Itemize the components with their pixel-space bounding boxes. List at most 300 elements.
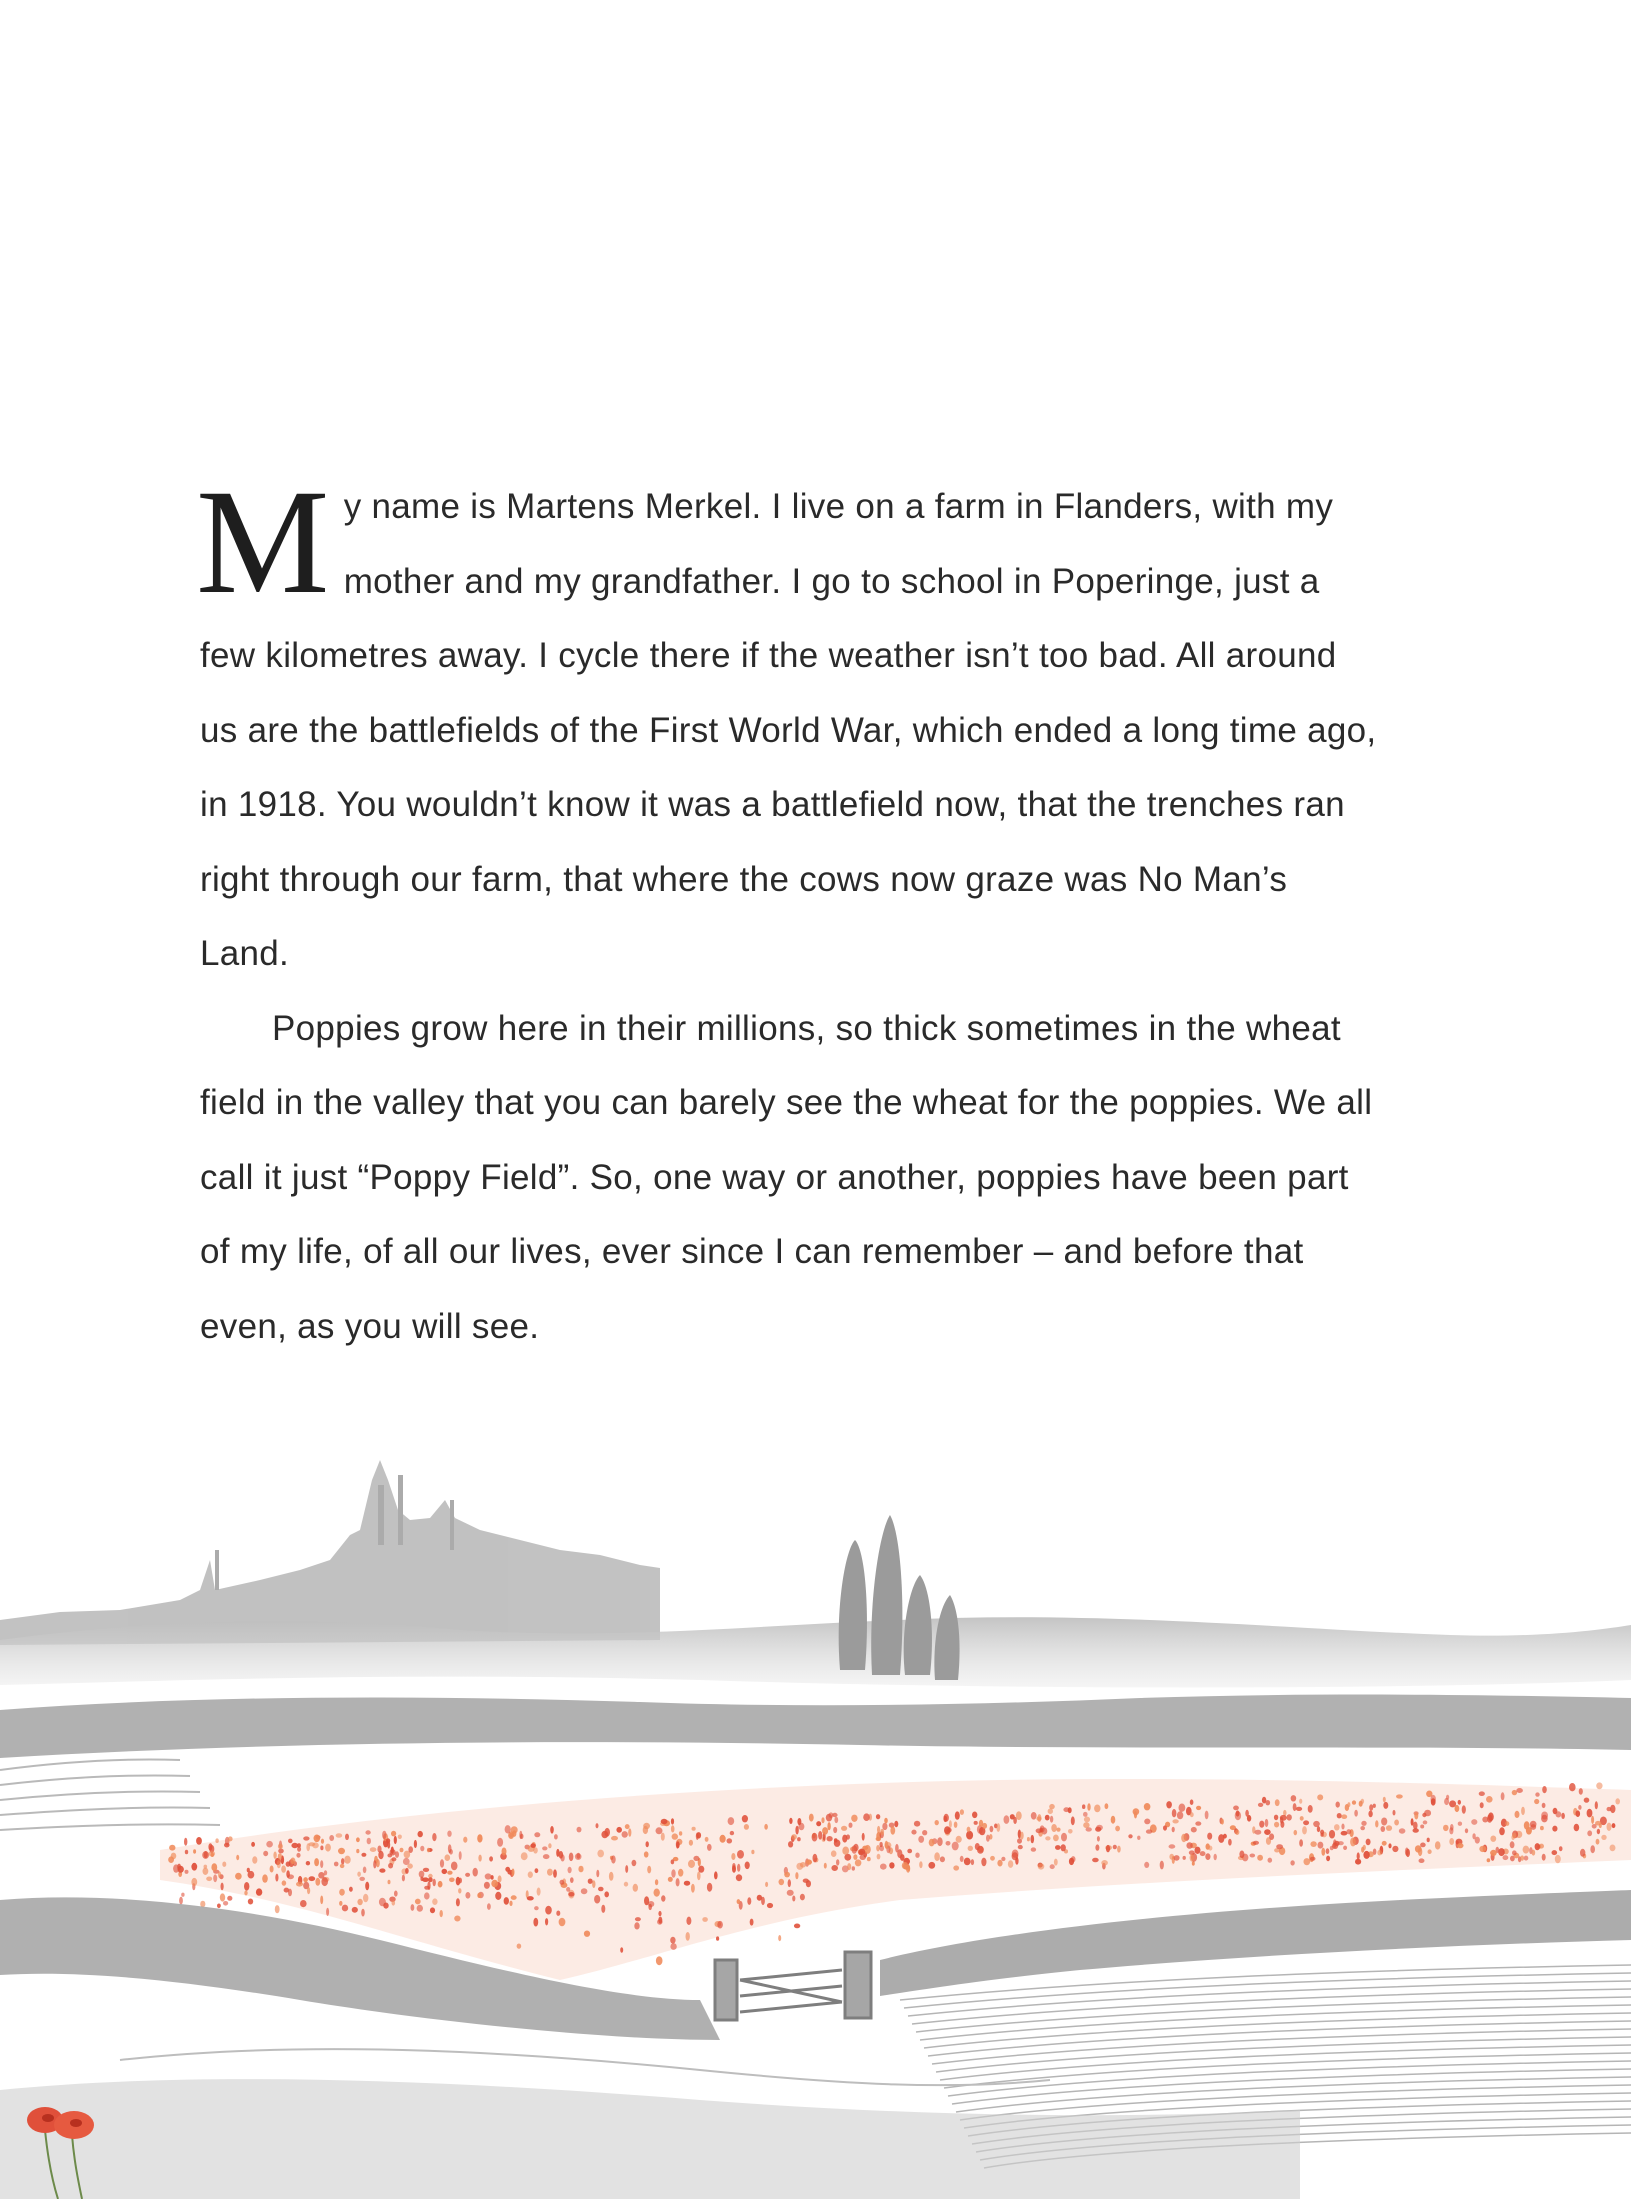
poppy-dot	[1462, 1805, 1466, 1814]
poppy-dot	[1329, 1830, 1335, 1839]
poppy-dot	[707, 1844, 712, 1851]
poppy-dot	[1137, 1836, 1140, 1840]
poppy-dot	[1320, 1833, 1323, 1837]
poppy-dot	[169, 1845, 175, 1851]
poppy-dot	[458, 1888, 461, 1893]
poppy-dot	[798, 1823, 804, 1830]
poppy-dot	[1444, 1798, 1449, 1805]
poppy-dot	[1419, 1858, 1425, 1863]
poppy-dot	[477, 1893, 481, 1898]
poppy-dot	[428, 1877, 432, 1882]
poppy-dot	[1101, 1860, 1108, 1866]
poppy-dot	[1084, 1817, 1090, 1823]
poppy-dot	[827, 1836, 833, 1841]
poppy-dot	[1031, 1835, 1035, 1843]
poppy-dot	[1250, 1854, 1256, 1858]
poppy-dot	[1291, 1795, 1297, 1801]
poppy-dot	[601, 1905, 605, 1913]
poppy-dot	[388, 1880, 391, 1885]
poppy-dot	[824, 1863, 827, 1869]
poppy-dot	[1181, 1834, 1186, 1842]
poppy-dot	[1559, 1846, 1563, 1851]
poppy-dot	[1352, 1800, 1356, 1804]
poppy-dot	[658, 1917, 662, 1924]
poppy-dot	[1381, 1826, 1386, 1832]
poppy-dot	[365, 1882, 369, 1891]
poppy-dot	[252, 1856, 257, 1863]
poppy-dot	[1377, 1850, 1382, 1856]
poppy-dot	[1597, 1829, 1600, 1834]
poppy-dot	[644, 1851, 649, 1857]
poppy-dot	[1499, 1827, 1505, 1835]
poppy-dot	[764, 1824, 768, 1830]
poppy-dot	[1399, 1828, 1406, 1833]
poppy-dot	[604, 1828, 610, 1837]
poppy-dot	[1228, 1839, 1232, 1846]
poppy-dot	[646, 1841, 649, 1847]
poppy-dot	[1287, 1814, 1292, 1820]
poppy-dot	[1435, 1841, 1441, 1849]
poppy-dot	[611, 1836, 618, 1841]
poppy-dot	[1274, 1815, 1278, 1821]
poppy-dot	[236, 1855, 239, 1860]
poppy-dot	[286, 1861, 291, 1866]
poppy-dot	[303, 1877, 308, 1882]
poppy-dot	[290, 1858, 295, 1865]
poppy-dot	[394, 1836, 397, 1844]
poppy-dot	[1133, 1808, 1140, 1815]
poppy-dot	[1341, 1831, 1348, 1836]
poppy-dot	[184, 1838, 187, 1846]
poppy-dot	[707, 1883, 712, 1892]
poppy-dot	[206, 1877, 212, 1882]
poppy-dot	[1049, 1804, 1055, 1809]
poppy-dot	[788, 1841, 793, 1847]
poppy-dot	[1096, 1825, 1103, 1831]
poppy-dot	[282, 1880, 287, 1885]
poppy-dot	[594, 1895, 600, 1904]
poppy-dot	[1190, 1799, 1194, 1805]
poppy-dot	[902, 1862, 908, 1869]
poppy-dot	[1587, 1830, 1592, 1836]
poppy-dot	[477, 1834, 482, 1842]
poppy-dot	[1027, 1837, 1030, 1841]
poppy-dot	[609, 1872, 614, 1881]
hedge-row	[0, 1695, 1631, 1758]
poppy-dot	[919, 1861, 922, 1868]
poppy-dot	[1146, 1829, 1152, 1833]
poppy-dot	[1177, 1811, 1183, 1819]
poppy-dot	[1388, 1843, 1391, 1848]
poppy-dot	[1541, 1815, 1548, 1823]
poppy-dot	[556, 1911, 560, 1916]
poppy-dot	[456, 1898, 460, 1906]
poppy-dot	[1338, 1841, 1344, 1845]
poppy-dot	[1269, 1833, 1274, 1840]
poppy-dot	[1299, 1799, 1302, 1804]
poppy-dot	[1458, 1822, 1462, 1826]
poppy-dot	[545, 1918, 548, 1925]
poppy-dot	[432, 1898, 437, 1905]
poppy-dot	[784, 1872, 790, 1878]
poppy-dot	[1302, 1826, 1307, 1834]
poppy-dot	[864, 1845, 870, 1854]
poppy-dot	[625, 1824, 630, 1829]
poppy-dot	[248, 1899, 253, 1905]
poppy-dot	[473, 1868, 478, 1877]
poppy-dot	[1196, 1806, 1201, 1810]
poppy-dot	[1262, 1797, 1266, 1804]
poppy-dot	[676, 1878, 680, 1886]
poppy-dot	[391, 1831, 396, 1837]
poppy-dot	[1361, 1821, 1366, 1826]
poppy-dot	[509, 1901, 512, 1906]
poppy-dot	[560, 1880, 565, 1885]
poppy-dot	[750, 1919, 754, 1926]
poppy-dot	[356, 1837, 360, 1842]
poppy-dot	[440, 1910, 443, 1917]
poppy-dot	[876, 1845, 880, 1851]
poppy-dot	[420, 1846, 424, 1852]
poppy-dot	[654, 1889, 660, 1897]
poppy-dot	[498, 1875, 502, 1882]
poppy-dot	[478, 1855, 481, 1862]
poppy-dot	[221, 1883, 224, 1891]
poppy-dot	[400, 1848, 404, 1853]
poppy-dot	[1475, 1837, 1480, 1844]
poppy-dot	[445, 1854, 451, 1861]
poppy-dot	[944, 1814, 949, 1822]
poppy-dot	[911, 1830, 916, 1835]
poppy-dot	[314, 1835, 321, 1843]
poppy-dot	[440, 1859, 444, 1867]
poppy-dot	[1031, 1847, 1036, 1851]
poppy-dot	[633, 1884, 638, 1892]
poppy-dot	[1361, 1847, 1364, 1853]
poppy-dot	[424, 1886, 430, 1890]
poppy-dot	[1607, 1823, 1612, 1831]
poppy-dot	[447, 1871, 452, 1875]
poppy-dot	[338, 1848, 345, 1854]
poppy-dot	[778, 1935, 781, 1941]
poppy-dot	[598, 1887, 604, 1892]
poppy-dot	[1512, 1790, 1517, 1795]
poppy-dot	[559, 1918, 566, 1927]
poppy-dot	[281, 1865, 286, 1872]
poppy-dot	[604, 1891, 609, 1897]
poppy-dot	[1357, 1852, 1360, 1859]
poppy-dot	[339, 1889, 345, 1896]
poppy-dot	[296, 1853, 300, 1858]
poppy-dot	[320, 1860, 323, 1868]
poppy-dot	[511, 1826, 518, 1833]
poppy-dot	[658, 1911, 661, 1916]
poppy-dot	[1332, 1843, 1338, 1849]
poppy-dot	[1427, 1838, 1430, 1843]
striped-field	[0, 1759, 220, 1830]
poppy-dot	[1569, 1783, 1576, 1791]
poppy-dot	[278, 1853, 282, 1860]
poppy-dot	[1552, 1826, 1557, 1832]
poppy-dot	[851, 1815, 857, 1822]
poppy-dot	[432, 1833, 436, 1841]
poppy-dot	[702, 1917, 708, 1922]
poppy-dot	[1056, 1828, 1060, 1832]
poppy-dot	[213, 1874, 217, 1882]
poppy-dot	[914, 1821, 920, 1827]
poppy-dot	[1166, 1801, 1172, 1808]
poppy-dot	[484, 1882, 490, 1889]
poppy-dot	[215, 1838, 218, 1843]
poppy-dot	[386, 1838, 390, 1843]
poppy-dot	[975, 1843, 980, 1850]
poppy-dot	[1396, 1794, 1403, 1798]
poppy-dot	[1040, 1825, 1045, 1832]
cypress-trees	[839, 1515, 960, 1680]
poppy-dot	[340, 1864, 345, 1868]
poppy-dot	[736, 1874, 742, 1881]
poppy-dot	[1318, 1842, 1324, 1849]
poppy-dot	[203, 1868, 209, 1875]
poppy-dot	[940, 1856, 945, 1862]
poppy-dot	[365, 1830, 370, 1834]
poppy-dot	[204, 1865, 208, 1869]
poppy-dot	[495, 1892, 501, 1900]
poppy-dot	[1061, 1844, 1066, 1851]
poppy-dot	[714, 1871, 718, 1879]
poppy-dot	[672, 1833, 678, 1839]
poppy-dot	[273, 1852, 276, 1859]
poppy-dot	[678, 1869, 683, 1877]
poppy-dot	[1317, 1794, 1323, 1800]
poppy-dot	[533, 1847, 538, 1853]
poppy-dot	[204, 1851, 208, 1858]
poppy-dot	[1082, 1804, 1085, 1809]
poppy-dot	[744, 1824, 749, 1830]
poppy-dot	[1579, 1788, 1583, 1795]
poppy-dot	[1235, 1829, 1239, 1835]
poppy-dot	[620, 1947, 623, 1953]
poppy-dot	[577, 1853, 581, 1859]
poppy-dot	[855, 1859, 862, 1866]
poppy-dot	[1259, 1821, 1264, 1828]
poppy-dot	[647, 1866, 651, 1874]
poppy-dot	[1574, 1824, 1580, 1832]
poppy-dot	[1031, 1812, 1037, 1820]
poppy-dot	[417, 1905, 423, 1912]
poppy-dot	[671, 1825, 675, 1832]
poppy-dot	[686, 1917, 691, 1925]
poppy-dot	[1160, 1861, 1164, 1870]
poppy-dot	[534, 1832, 540, 1837]
poppy-dot	[419, 1871, 425, 1878]
poppy-dot	[986, 1835, 990, 1842]
poppy-dot	[1144, 1819, 1150, 1825]
poppy-dot	[1037, 1814, 1041, 1822]
poppy-dot	[935, 1820, 939, 1825]
poppy-dot	[1471, 1819, 1477, 1825]
poppy-dot	[1016, 1811, 1022, 1820]
poppy-dot	[1300, 1816, 1304, 1821]
poppy-dot	[321, 1877, 328, 1886]
poppy-dot	[696, 1832, 701, 1838]
poppy-dot	[511, 1895, 517, 1900]
poppy-dot	[937, 1837, 943, 1846]
poppy-dot	[1591, 1816, 1594, 1824]
poppy-dot	[967, 1827, 971, 1833]
story-text	[196, 459, 1380, 1364]
poppy-dot	[430, 1907, 435, 1913]
poppy-dot	[655, 1879, 658, 1885]
poppy-dot	[1258, 1803, 1263, 1807]
poppy-dot	[1512, 1833, 1516, 1839]
poppy-dot	[568, 1867, 572, 1873]
poppy-dot	[448, 1844, 452, 1853]
poppy-dot	[394, 1891, 398, 1897]
poppy-dot	[1083, 1812, 1088, 1817]
poppy-dot	[306, 1861, 310, 1865]
poppy-dot	[877, 1854, 881, 1860]
poppy-dot	[1257, 1855, 1263, 1861]
poppy-dot	[716, 1936, 719, 1940]
poppy-dot	[1534, 1799, 1539, 1804]
poppy-dot	[352, 1907, 358, 1913]
poppy-dot	[1293, 1803, 1297, 1811]
poppy-dot	[168, 1856, 174, 1863]
poppy-dot	[1253, 1841, 1259, 1845]
poppy-dot	[1505, 1821, 1509, 1826]
poppy-dot	[876, 1814, 880, 1819]
drop-cap: M	[196, 459, 330, 625]
poppy-dot	[1236, 1810, 1240, 1816]
poppy-dot	[307, 1887, 310, 1894]
poppy-dot	[1326, 1856, 1330, 1862]
poppy-dot	[800, 1894, 805, 1901]
poppy-dot	[379, 1898, 386, 1907]
poppy-dot	[596, 1870, 599, 1877]
poppy-dot	[1071, 1816, 1075, 1825]
poppy-dot	[656, 1956, 663, 1965]
poppy-dot	[842, 1835, 847, 1843]
poppy-dot	[889, 1862, 894, 1868]
poppy-dot	[661, 1895, 665, 1901]
poppy-dot	[972, 1812, 977, 1819]
poppy-dot	[737, 1850, 744, 1859]
poppy-dot	[519, 1831, 522, 1839]
poppy-dot	[491, 1880, 498, 1888]
poppy-dot	[1018, 1845, 1023, 1849]
poppy-dot	[1020, 1832, 1024, 1840]
poppy-dot	[862, 1833, 865, 1841]
poppy-dot	[217, 1904, 221, 1909]
poppy-dot	[628, 1828, 631, 1837]
poppy-dot	[915, 1853, 919, 1858]
poppy-dot	[1512, 1850, 1517, 1855]
poppy-dot	[263, 1851, 268, 1856]
poppy-dot	[1206, 1843, 1210, 1849]
poppy-dot	[849, 1823, 853, 1828]
poppy-dot	[831, 1865, 838, 1871]
poppy-dot	[321, 1839, 324, 1844]
poppy-dot	[1383, 1797, 1386, 1803]
poppy-dot	[635, 1917, 641, 1921]
poppy-dot	[537, 1888, 541, 1896]
poppy-dot	[405, 1868, 409, 1874]
poppy-dot	[686, 1932, 690, 1941]
poppy-dot	[570, 1877, 574, 1883]
poppy-dot	[813, 1854, 818, 1863]
poppy-dot	[427, 1848, 430, 1853]
poppy-dot	[1457, 1843, 1463, 1848]
poppy-dot	[402, 1875, 405, 1882]
poppy-dot	[727, 1838, 733, 1843]
poppy-dot	[1361, 1799, 1364, 1804]
poppy-dot	[1449, 1838, 1454, 1845]
poppy-dot	[767, 1903, 773, 1908]
poppy-dot	[489, 1856, 493, 1861]
poppy-dot	[918, 1836, 924, 1843]
poppy-dot	[256, 1888, 262, 1895]
poppy-dot	[244, 1891, 247, 1896]
poppy-dot	[670, 1943, 676, 1950]
poppy-dot	[1610, 1845, 1616, 1852]
poppy-dot	[1584, 1798, 1590, 1803]
field-gate	[715, 1952, 871, 2020]
poppy-dot	[1449, 1800, 1456, 1807]
poppy-dot	[705, 1837, 709, 1842]
poppy-dot	[465, 1873, 470, 1877]
poppy-dot	[288, 1839, 293, 1844]
poppy-dot	[222, 1862, 226, 1867]
poppy-dot	[1195, 1821, 1201, 1825]
poppy-dot	[787, 1890, 794, 1896]
poppy-dot	[1524, 1856, 1529, 1861]
poppy-dot	[1415, 1845, 1422, 1852]
poppy-dot	[1117, 1846, 1121, 1853]
poppy-dot	[392, 1900, 396, 1905]
poppy-dot	[834, 1838, 838, 1842]
poppy-dot	[661, 1833, 665, 1841]
poppy-dot	[742, 1815, 748, 1822]
poppy-dot	[876, 1837, 881, 1841]
poppy-dot	[465, 1892, 470, 1899]
poppy-dot	[879, 1845, 884, 1851]
poppy-dot	[223, 1901, 228, 1906]
poppy-dot	[1542, 1786, 1547, 1793]
poppy-dot	[193, 1849, 196, 1853]
poppy-dot	[1487, 1858, 1491, 1862]
poppy-dot	[1414, 1812, 1418, 1819]
poppy-dot	[779, 1879, 785, 1885]
poppy-dot	[559, 1851, 563, 1859]
poppy-dot	[504, 1897, 509, 1905]
poppy-dot	[1299, 1839, 1303, 1847]
poppy-dot	[1487, 1814, 1492, 1822]
poppy-dot	[952, 1842, 959, 1851]
poppy-dot	[1392, 1846, 1398, 1852]
poppy-dot	[502, 1848, 507, 1856]
poppy-dot	[1542, 1854, 1546, 1861]
poppy-dot	[367, 1838, 371, 1845]
poppy-dot	[463, 1837, 467, 1843]
poppy-dot	[1207, 1833, 1212, 1840]
poppy-dot	[847, 1863, 851, 1870]
poppy-dot	[227, 1896, 232, 1901]
poppy-dot	[1280, 1817, 1283, 1824]
poppy-dot	[1413, 1822, 1418, 1830]
paragraph-1	[196, 459, 1380, 992]
poppy-dot	[1535, 1843, 1540, 1850]
